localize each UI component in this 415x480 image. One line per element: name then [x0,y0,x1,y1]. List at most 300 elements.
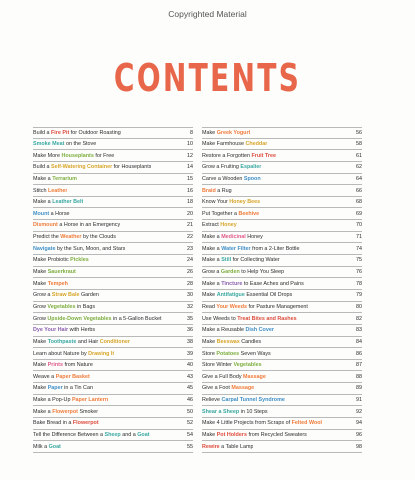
toc-page-number: 55 [187,443,193,450]
toc-entry [33,441,193,453]
toc-entry-title [202,442,253,453]
toc-entry [202,302,362,314]
toc-page-number: 92 [356,408,362,415]
toc-entry [202,232,362,244]
toc-entry-title [202,128,250,139]
toc-entry [202,290,362,302]
entry-text: Make a [202,234,222,241]
entry-text: Make Farmhouse [202,140,246,147]
entry-text: Make a [202,280,222,287]
highlighted-keyword: Vegetables [233,362,262,369]
entry-text: Make [33,269,48,276]
toc-page-number: 87 [356,362,362,369]
toc-entry-title [202,209,259,220]
toc-entry-title [33,442,61,453]
highlighted-keyword: Mount [33,210,50,217]
toc-entry-title [202,395,285,406]
toc-page-number: 28 [187,280,193,287]
entry-text: Weave a [33,373,56,380]
toc-page-number: 46 [187,397,193,404]
toc-entry [202,174,362,186]
toc-entry-title [202,290,292,301]
toc-entry-title [202,255,280,266]
highlighted-keyword: Antifatigue [216,292,245,299]
toc-entry [202,371,362,383]
toc-entry-title [202,349,271,360]
highlighted-keyword: Water Filter [221,245,251,252]
toc-entry [202,185,362,197]
highlighted-keyword: Leather [47,187,68,194]
toc-entry [33,139,193,151]
toc-page-number: 70 [356,222,362,229]
entry-text: from a 2-Liter Bottle [250,245,300,252]
toc-page-number: 79 [356,292,362,299]
entry-text: in a 5-Gallon Bucket [111,315,162,322]
toc-entry [202,313,362,325]
toc-entry-title [33,139,96,150]
highlighted-keyword: Paper Basket [55,373,90,380]
toc-page-number: 84 [356,338,362,345]
entry-text: Store [202,350,217,357]
toc-entry [202,139,362,151]
toc-entry [33,406,193,418]
highlighted-keyword: Leather Belt [52,199,84,206]
toc-page-number: 20 [187,210,193,217]
toc-entry [33,302,193,314]
toc-page-number: 64 [356,175,362,182]
toc-entry [202,220,362,232]
entry-text: a Rug [215,187,232,194]
highlighted-keyword: Self-Watering Container [50,164,113,171]
highlighted-keyword: Pickles [70,257,89,264]
entry-text: Make a [33,408,53,415]
entry-text: Predict the [33,234,61,241]
toc-page-number: 23 [187,245,193,252]
highlighted-keyword: Braid [202,187,216,194]
highlighted-keyword: Goat [48,443,61,450]
toc-page-number: 16 [187,187,193,194]
toc-page-number: 74 [356,245,362,252]
entry-text: Make [33,385,48,392]
toc-page-number: 75 [356,257,362,264]
highlighted-keyword: Upside-Down Vegetables [47,315,112,322]
entry-text: with Herbs [68,327,96,334]
entry-text: Use Weeds to [202,315,238,322]
toc-entry [202,383,362,395]
entry-text: Make a [202,245,222,252]
highlighted-keyword: Medicinal [221,234,246,241]
toc-entry-title [202,174,261,185]
toc-page-number: 91 [356,397,362,404]
toc-page-number: 76 [356,269,362,276]
highlighted-keyword: Espalier [240,164,262,171]
toc-page-number: 80 [356,303,362,310]
toc-entry-title [33,395,108,406]
toc-page-number: 58 [356,140,362,147]
toc-page-number: 39 [187,350,193,357]
entry-text: in a Tin Can [62,385,93,392]
highlighted-keyword: Honey Bees [229,199,261,206]
highlighted-keyword: Fire Pit [50,129,70,136]
highlighted-keyword: Spoon [243,175,261,182]
toc-entry-title [33,186,67,197]
toc-entry-title [33,174,77,185]
toc-entry-title [33,220,120,231]
toc-page-number: 21 [187,222,193,229]
toc-page-number: 40 [187,362,193,369]
toc-page-number: 50 [187,408,193,415]
toc-page-number: 18 [187,199,193,206]
toc-page-number: 10 [187,140,193,147]
entry-text: a Horse [49,210,70,217]
toc-entry [33,243,193,255]
entry-text: Make a [33,199,53,206]
toc-page-number: 43 [187,373,193,380]
toc-entry [33,185,193,197]
toc-entry-title [33,128,121,139]
entry-text: Bake Bread in a [33,420,73,427]
toc-entry-title [33,337,130,348]
toc-entry-title [202,220,237,231]
entry-text: Carve a Wooden [202,175,244,182]
highlighted-keyword: Dye Your Hair [33,327,69,334]
toc-page-number: 54 [187,431,193,438]
highlighted-keyword: Conditioner [99,338,130,345]
toc-entry-title [202,418,322,429]
entry-text: in Bags [75,303,96,310]
toc-entry [202,337,362,349]
entry-text: by the Clouds [81,234,116,241]
entry-text: by the Sun, Moon, and Stars [55,245,126,252]
entry-text: Make Probiotic [33,257,71,264]
page-title: CONTENTS [113,56,302,100]
entry-text: and Hair [76,338,100,345]
toc-entry-title [33,349,114,360]
entry-text: to Ease Aches and Pains [242,280,304,287]
highlighted-keyword: Your Weeds [216,303,248,310]
highlighted-keyword: Sheep [104,431,121,438]
highlighted-keyword: Flowerpot [72,420,99,427]
toc-entry [202,278,362,290]
highlighted-keyword: Paper Lantern [71,397,109,404]
toc-entry-title [33,209,70,220]
entry-text: Give a Full Body [202,373,244,380]
entry-text: for Outdoor Roasting [69,129,121,136]
toc-page-number: 94 [356,420,362,427]
toc-entry-title [202,360,262,371]
toc-entry [33,197,193,209]
highlighted-keyword: Goat [137,431,150,438]
toc-page-number: 96 [356,431,362,438]
highlighted-keyword: Straw Bale [51,292,80,299]
toc-entry-title [202,383,254,394]
toc-page-number: 12 [187,152,193,159]
toc-entry [33,325,193,337]
toc-entry-title [33,360,93,371]
toc-entry [202,208,362,220]
toc-entry-title [33,314,162,325]
entry-text: Make 4 Little Projects from Scraps of [202,420,292,427]
entry-text: for Collecting Water [231,257,280,264]
entry-text: from Recycled Sweaters [246,431,307,438]
toc-entry [202,197,362,209]
toc-entry-title [202,337,261,348]
highlighted-keyword: Dish Cover [245,327,274,334]
entry-text: Learn about Nature by [33,350,89,357]
toc-page-number: 78 [356,280,362,287]
highlighted-keyword: Massage [243,373,266,380]
toc-entry [202,418,362,430]
toc-page-number: 35 [187,315,193,322]
toc-right-column [202,127,362,453]
highlighted-keyword: Pot Holders [216,431,247,438]
toc-page-number: 15 [187,175,193,182]
toc-page-number: 22 [187,234,193,241]
highlighted-keyword: Garden [220,269,240,276]
toc-entry-title [202,430,307,441]
toc-entry-title [33,325,95,336]
toc-page-number: 24 [187,257,193,264]
entry-text: Give a Foot [202,385,232,392]
toc-page-number: 89 [356,385,362,392]
highlighted-keyword: Shear a Sheep [202,408,240,415]
toc-entry-title [33,232,116,243]
entry-text: on the Stove [64,140,97,147]
toc-entry [33,278,193,290]
toc-entry [33,360,193,372]
toc-entry-title [33,244,125,255]
entry-text: Store Winter [202,362,234,369]
entry-text: from Nature [62,362,93,369]
toc-entry-title [202,139,267,150]
toc-entry-title [33,151,114,162]
toc-entry [202,127,362,139]
entry-text: Relieve [202,397,222,404]
toc-entry [33,395,193,407]
toc-entry [202,325,362,337]
toc-entry [33,383,193,395]
entry-text: Make a [33,175,53,182]
toc-entry [33,232,193,244]
toc-entry [33,208,193,220]
toc-entry-title [202,267,284,278]
toc-entry [202,150,362,162]
toc-left-column [33,127,193,453]
highlighted-keyword: Potatoes [216,350,240,357]
highlighted-keyword: Still [221,257,232,264]
entry-text: a Table Lamp [219,443,254,450]
toc-page-number: 98 [356,443,362,450]
toc-entry-title [202,244,300,255]
toc-page-number: 30 [187,292,193,299]
entry-text: Grow [33,303,48,310]
entry-text: Smoker [77,408,99,415]
highlighted-keyword: Greek Yogurt [216,129,251,136]
toc-entry-title [33,267,76,278]
highlighted-keyword: Treat Bites and Rashes [237,315,297,322]
highlighted-keyword: Massage [231,385,255,392]
toc-entry [33,371,193,383]
toc-page-number: 82 [356,315,362,322]
entry-text: Tell the Difference Between a [33,431,105,438]
highlighted-keyword: Sauerkraut [47,269,76,276]
toc-page-number: 56 [356,129,362,136]
toc-page-number: 26 [187,269,193,276]
highlighted-keyword: Beehive [238,210,260,217]
toc-entry-title [202,197,260,208]
toc-entry-title [202,372,266,383]
toc-entry-title [33,197,83,208]
toc-entry [202,255,362,267]
entry-text: Make a Pop-Up [33,397,72,404]
entry-text: a Horse in an Emergency [57,222,121,229]
toc-page-number: 69 [356,210,362,217]
entry-text: Make [202,129,217,136]
toc-entry [33,418,193,430]
toc-page-number: 88 [356,373,362,380]
toc-page-number: 38 [187,338,193,345]
entry-text: Grow a [33,292,52,299]
entry-text: Garden [79,292,99,299]
highlighted-keyword: Drawing It [88,350,115,357]
entry-text: in 10 Steps [239,408,268,415]
entry-text: Grow a Fruiting [202,164,241,171]
toc-entry [33,127,193,139]
highlighted-keyword: Tincture [221,280,243,287]
toc-entry [33,174,193,186]
toc-entry-title [33,383,93,394]
toc-entry-title [202,314,297,325]
entry-text: Seven Ways [239,350,271,357]
toc-entry [202,430,362,442]
toc-entry [202,395,362,407]
entry-text: for Houseplants [112,164,152,171]
toc-page-number: 66 [356,187,362,194]
toc-entry [202,406,362,418]
toc-page-number: 86 [356,350,362,357]
entry-text: Honey [245,234,263,241]
entry-text: Put Together a [202,210,239,217]
toc-entry [33,255,193,267]
toc-entry [202,348,362,360]
entry-text: Restore a Forgotten [202,152,252,159]
entry-text: Essential Oil Drops [244,292,293,299]
toc-entry-title [202,151,276,162]
highlighted-keyword: Beeswax [216,338,240,345]
toc-entry [33,150,193,162]
entry-text: Know Your [202,199,230,206]
toc-entry [202,162,362,174]
entry-text: Milk a [33,443,49,450]
toc-page-number: 45 [187,385,193,392]
entry-text: and a [120,431,138,438]
toc-entry [202,360,362,372]
toc-page-number: 83 [356,327,362,334]
entry-text: Make [33,362,48,369]
highlighted-keyword: Dismount [33,222,58,229]
toc-entry [33,290,193,302]
toc-entry-title [202,232,263,243]
entry-text: Stitch [33,187,48,194]
entry-text: Make [33,280,48,287]
toc-entry-title [33,162,151,173]
toc-entry-title [33,279,68,290]
copyright-header: Copyrighted Material [168,9,247,19]
toc-entry [33,430,193,442]
toc-entry-title [202,302,308,313]
toc-page-number: 68 [356,199,362,206]
highlighted-keyword: Honey [220,222,237,229]
highlighted-keyword: Houseplants [61,152,94,159]
highlighted-keyword: Flowerpot [52,408,78,415]
toc-entry [202,267,362,279]
highlighted-keyword: Tempeh [47,280,68,287]
toc-entry-title [33,372,90,383]
toc-entry [202,441,362,453]
toc-entry-title [202,325,274,336]
toc-page-number: 14 [187,164,193,171]
toc-entry-title [202,162,261,173]
toc-entry-title [202,407,268,418]
toc-entry-title [202,186,232,197]
toc-entry [33,220,193,232]
entry-text: Build a [33,164,51,171]
highlighted-keyword: Vegetables [47,303,76,310]
highlighted-keyword: Weather [60,234,82,241]
entry-text: Make More [33,152,62,159]
highlighted-keyword: Cheddar [245,140,268,147]
toc-entry [33,337,193,349]
entry-text: Make a [202,257,222,264]
highlighted-keyword: Rewire [202,443,220,450]
highlighted-keyword: Carpal Tunnel Syndrome [221,397,285,404]
toc-entry-title [202,279,304,290]
entry-text: Build a [33,129,51,136]
toc-entry-title [33,430,150,441]
highlighted-keyword: Terrarium [52,175,77,182]
toc-page-number: 36 [187,327,193,334]
toc-entry [33,313,193,325]
toc-page-number: 62 [356,164,362,171]
toc-entry-title [33,302,95,313]
entry-text: Grow [33,315,48,322]
entry-text: Read [202,303,217,310]
entry-text: Make [202,431,217,438]
toc-page-number: 32 [187,303,193,310]
highlighted-keyword: Navigate [33,245,56,252]
entry-text: for Pasture Management [247,303,308,310]
highlighted-keyword: Smoke Meat [33,140,65,147]
toc-page-number: 8 [190,129,193,136]
toc-entry [33,267,193,279]
toc-entry [202,243,362,255]
toc-entry [33,162,193,174]
highlighted-keyword: Paper [47,385,63,392]
toc-entry-title [33,290,99,301]
highlighted-keyword: Fruit Tree [251,152,277,159]
highlighted-keyword: Toothpaste [47,338,77,345]
entry-text: Make a Reusable [202,327,246,334]
highlighted-keyword: Prints [47,362,63,369]
entry-text: to Help You Sleep [239,269,285,276]
toc-entry-title [33,418,99,429]
entry-text: for Free [93,152,115,159]
toc-entry-title [33,255,89,266]
toc-entry-title [33,407,98,418]
entry-text: Make [33,338,48,345]
entry-text: Make [202,292,217,299]
toc-page-number: 71 [356,234,362,241]
